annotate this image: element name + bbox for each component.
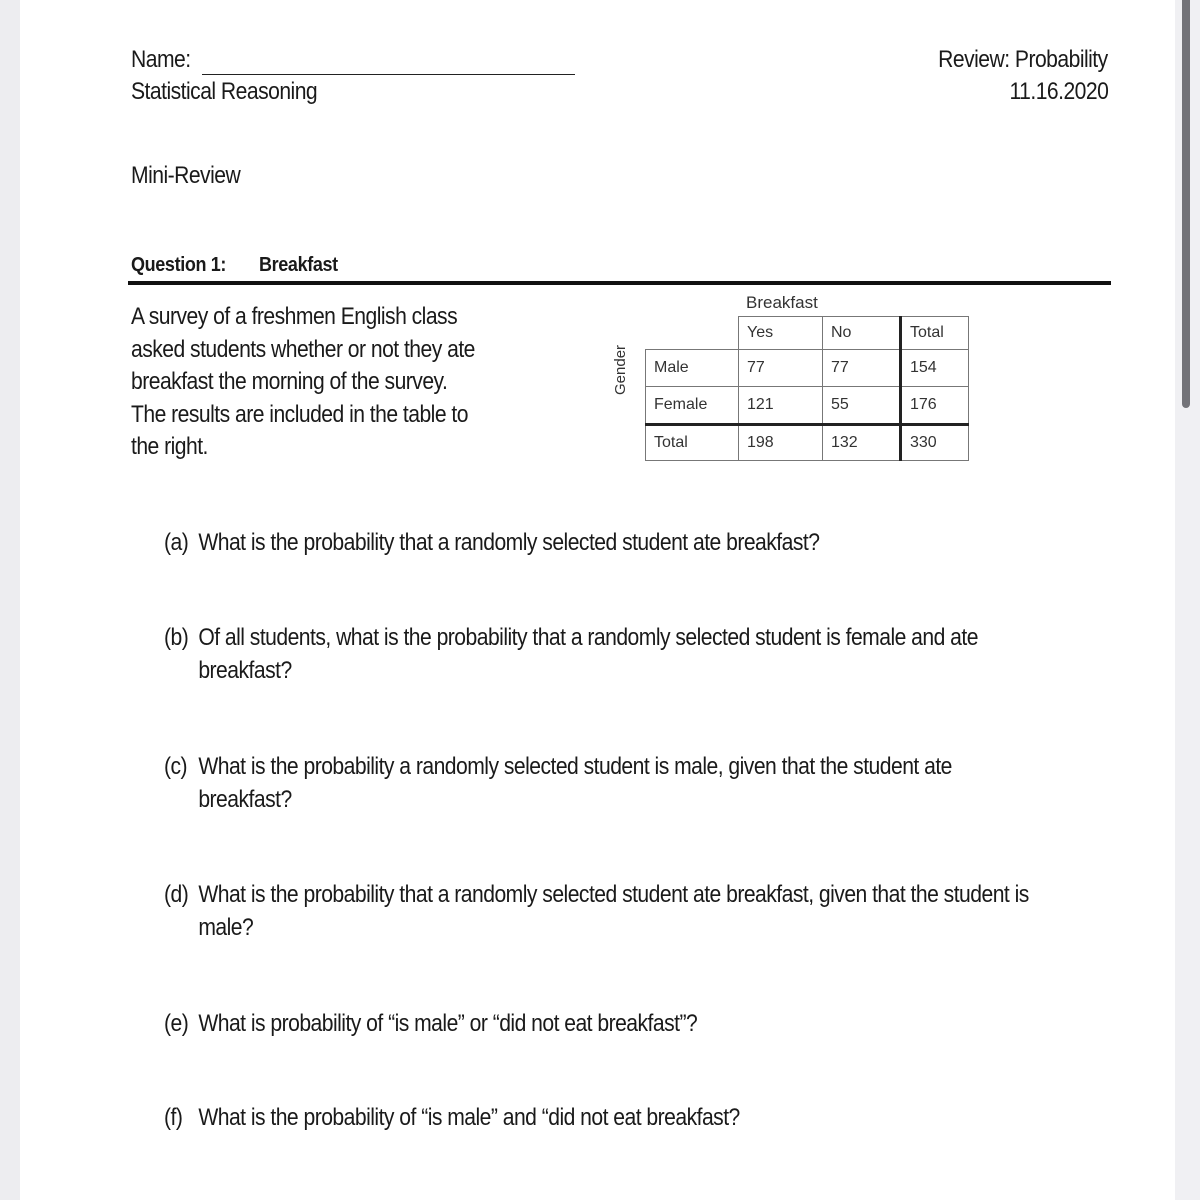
part-label: (b) [164, 624, 189, 651]
review-title: Review: Probability [938, 46, 1108, 73]
part-text-continued: breakfast? [198, 656, 292, 684]
scrollbar-thumb[interactable] [1182, 0, 1190, 408]
intro-line: The results are included in the table to [131, 400, 468, 428]
row-header: Total [646, 425, 739, 461]
question-part-e [164, 1008, 697, 1041]
table-row [646, 387, 969, 425]
part-label: (e) [164, 1010, 189, 1037]
table-cell: 77 [739, 350, 823, 387]
question-number: Question 1: [131, 254, 227, 276]
column-header: No [823, 317, 901, 350]
viewer-left-gutter [0, 0, 20, 1200]
row-header: Male [646, 350, 739, 387]
table-column-group-label: Breakfast [746, 293, 818, 312]
part-label: (a) [164, 529, 189, 556]
table-cell: 55 [823, 387, 901, 425]
table-cell: 77 [823, 350, 901, 387]
part-text: What is the probability that a randomly selected student ate breakfast, given that the student is [198, 881, 1029, 908]
part-label: (c) [164, 753, 188, 780]
table-cell: 330 [901, 425, 969, 461]
question-topic: Breakfast [259, 254, 338, 276]
part-text: What is the probability that a randomly selected student ate breakfast? [198, 529, 820, 556]
table-cell: 132 [823, 425, 901, 461]
table-cell: 198 [739, 425, 823, 461]
intro-line: asked students whether or not they ate [131, 335, 475, 363]
column-header: Total [901, 317, 969, 350]
table-cell: 176 [901, 387, 969, 425]
part-text: Of all students, what is the probability that a randomly selected student is female and ate [198, 624, 978, 651]
part-label: (d) [164, 881, 189, 908]
section-title: Mini-Review [131, 162, 241, 189]
part-text: What is the probability of “is male” and “did not eat breakfast? [198, 1104, 740, 1131]
course-title: Statistical Reasoning [131, 78, 318, 105]
part-label: (f) [164, 1104, 183, 1131]
part-text: What is the probability a randomly selected student is male, given that the student ate [198, 753, 952, 780]
question-part-c [164, 751, 952, 816]
part-text-continued: male? [198, 913, 254, 941]
intro-line: the right. [131, 433, 208, 460]
question-part-f [164, 1102, 740, 1135]
table-corner [646, 317, 739, 350]
column-header: Yes [739, 317, 823, 350]
question-part-b [164, 622, 978, 687]
table-cell: 121 [739, 387, 823, 425]
contingency-table [645, 316, 969, 461]
table-total-row [646, 425, 969, 461]
name-label: Name: [131, 46, 191, 73]
table-cell: 154 [901, 350, 969, 387]
question-intro [131, 301, 475, 464]
review-date: 11.16.2020 [1009, 78, 1108, 105]
table-row-group-label: Gender [612, 344, 629, 395]
name-blank-line [202, 74, 575, 75]
question-part-d [164, 879, 1029, 944]
row-header: Female [646, 387, 739, 425]
question-part-a [164, 527, 819, 560]
table-row [646, 350, 969, 387]
intro-line: breakfast the morning of the survey. [131, 368, 448, 395]
part-text: What is probability of “is male” or “did not eat breakfast”? [198, 1010, 698, 1037]
part-text-continued: breakfast? [198, 785, 292, 813]
intro-line: A survey of a freshmen English class [131, 303, 458, 330]
heading-rule [128, 281, 1111, 285]
table-header-row [646, 317, 969, 350]
